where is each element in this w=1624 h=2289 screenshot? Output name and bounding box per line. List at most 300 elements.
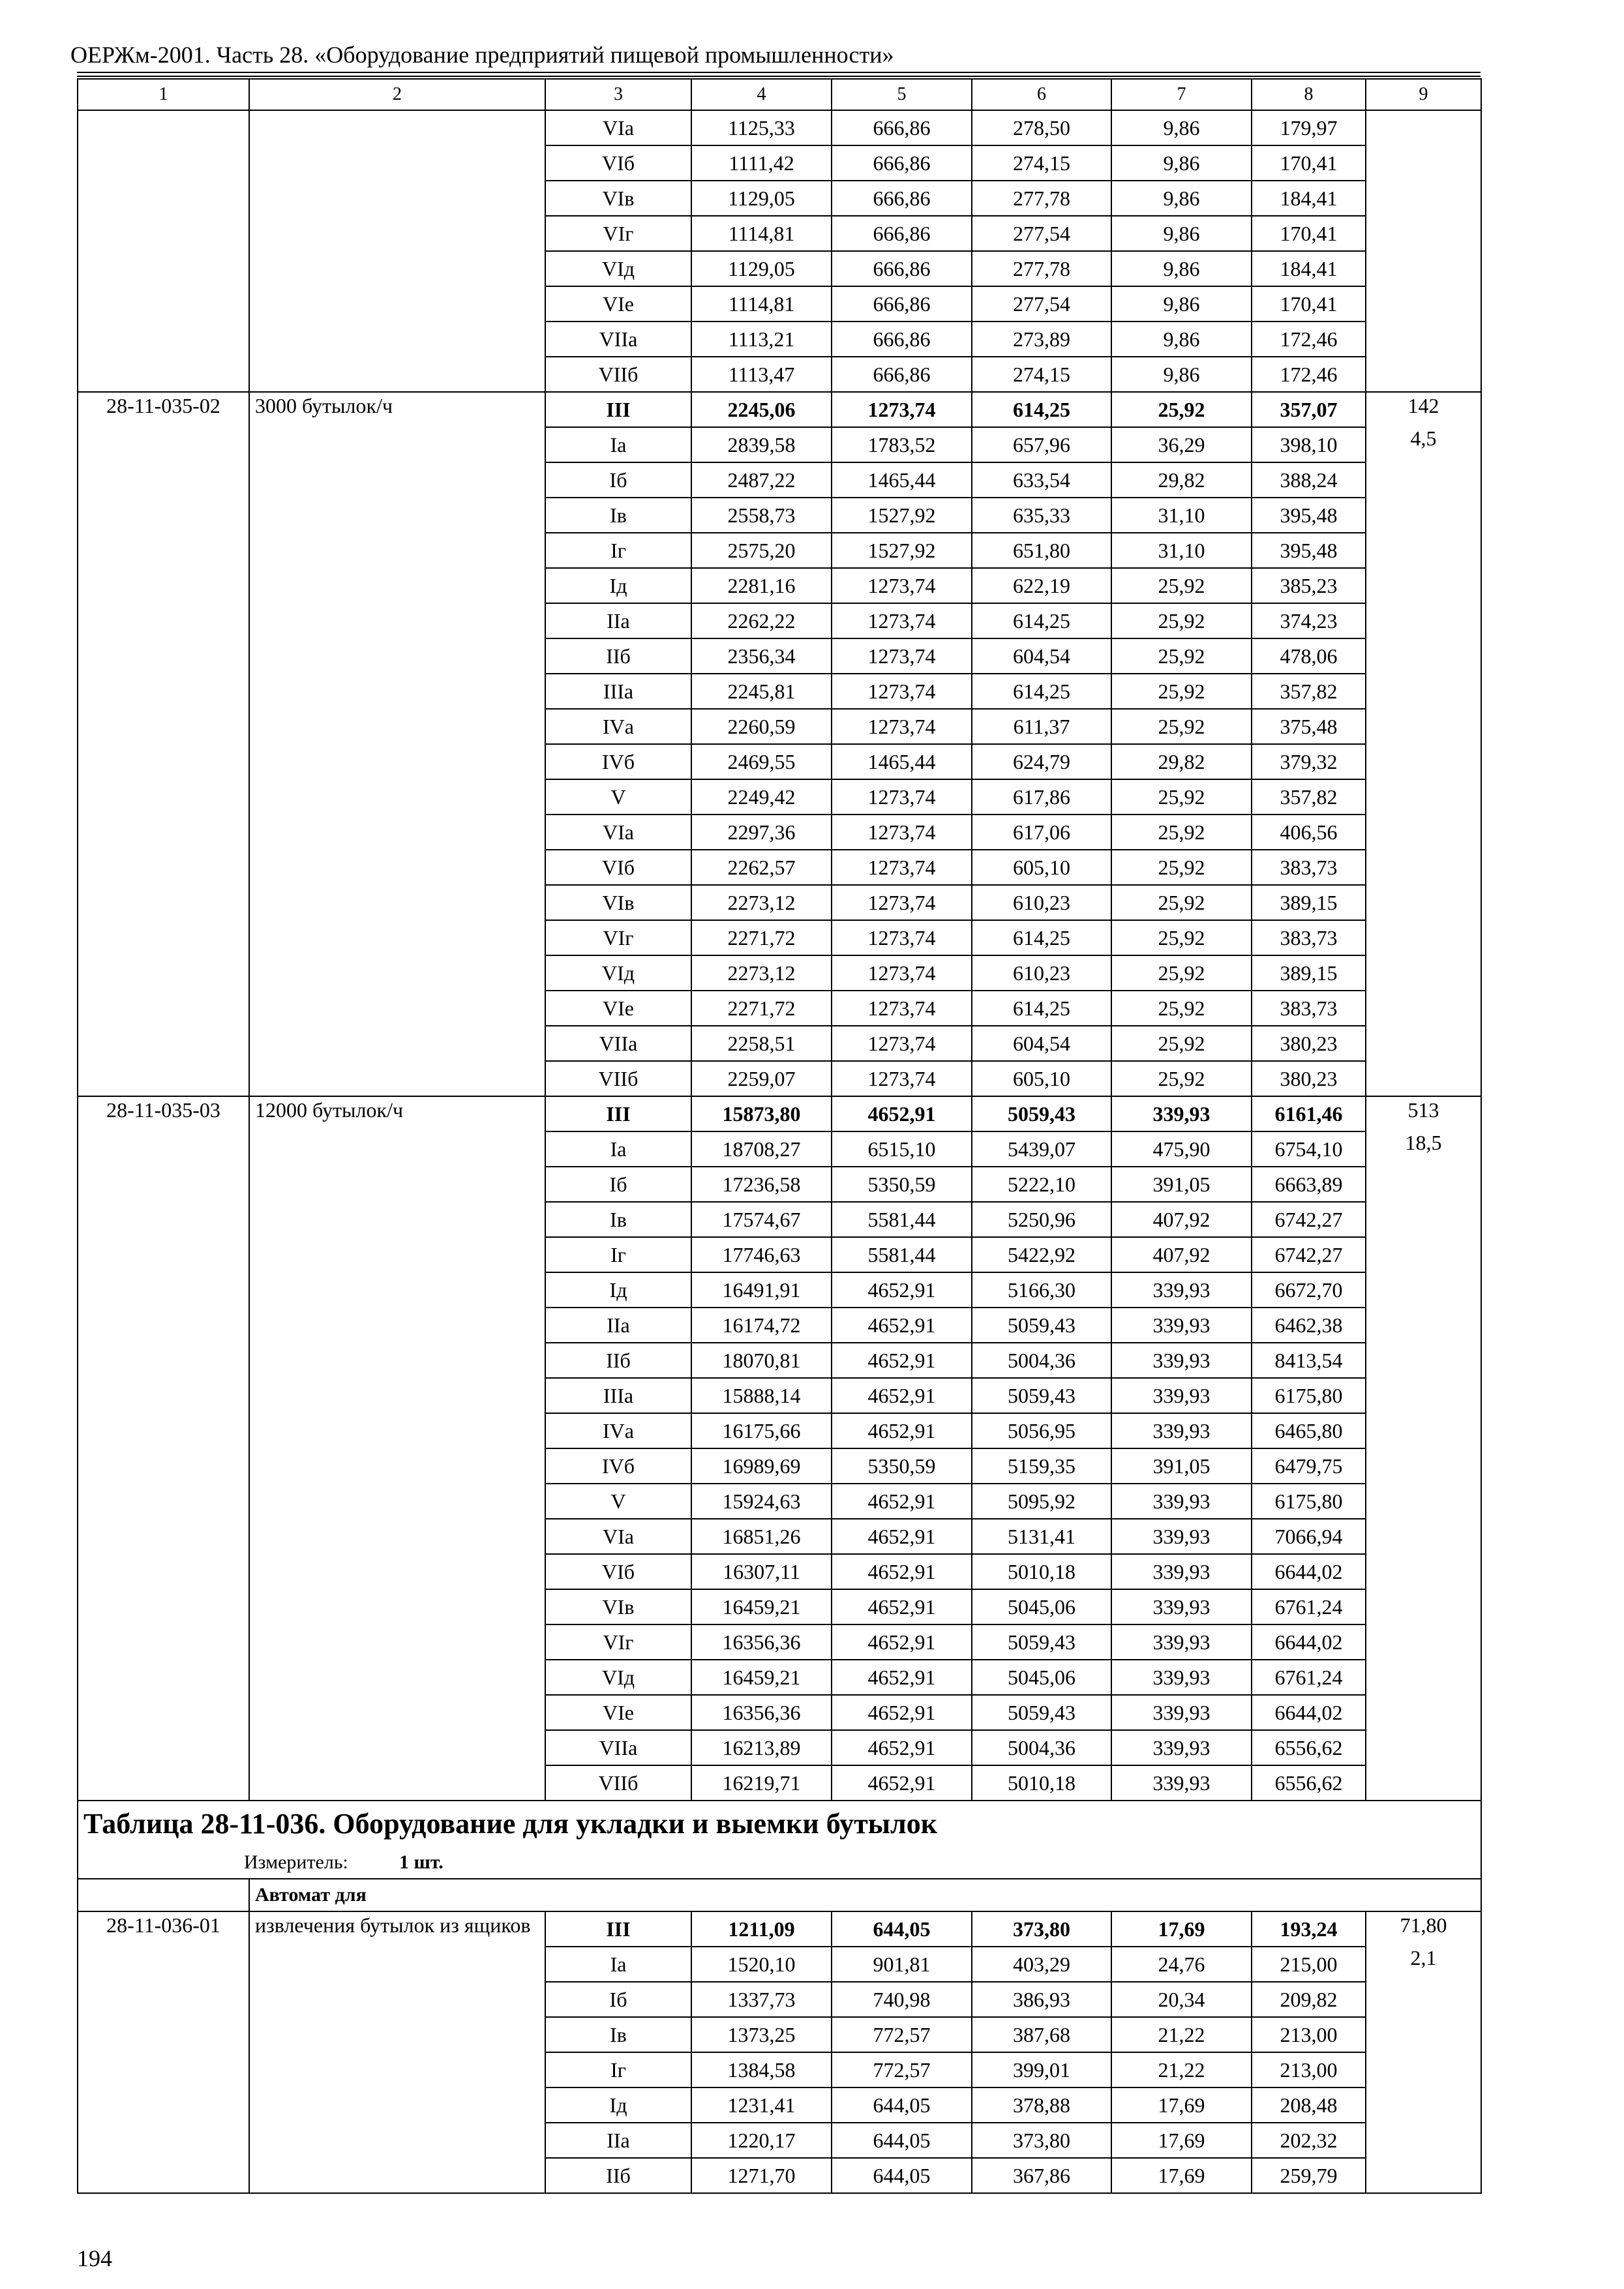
value-cell: 1273,74 xyxy=(832,815,972,850)
value-cell: 2262,57 xyxy=(691,850,832,885)
value-cell: 2297,36 xyxy=(691,815,832,850)
value-cell: 6465,80 xyxy=(1252,1413,1366,1448)
value-cell: 15924,63 xyxy=(691,1484,832,1519)
value-cell: 6515,10 xyxy=(832,1131,972,1167)
value-cell: 1273,74 xyxy=(832,638,972,674)
rates-table xyxy=(77,78,1482,2194)
value-cell: 2249,42 xyxy=(691,779,832,815)
column-number-cell: 8 xyxy=(1252,79,1366,110)
column-number-row xyxy=(78,79,1481,110)
page-header: ОЕРЖм-2001. Часть 28. «Оборудование предприятий пищевой промышленности» xyxy=(70,42,894,68)
value-cell: 172,46 xyxy=(1252,357,1366,392)
value-cell: 277,54 xyxy=(972,216,1111,251)
value-cell: 6754,10 xyxy=(1252,1131,1366,1167)
col9-subvalue: 2,1 xyxy=(1410,1946,1437,1969)
value-cell: 617,06 xyxy=(972,815,1111,850)
page-number: 194 xyxy=(77,2245,112,2271)
zone-class-cell: VIб xyxy=(545,145,691,181)
value-cell: 15888,14 xyxy=(691,1378,832,1413)
value-cell: 21,22 xyxy=(1111,2017,1252,2052)
value-cell: 635,33 xyxy=(972,498,1111,533)
value-cell: 380,23 xyxy=(1252,1061,1366,1096)
zone-class-cell: VIд xyxy=(545,251,691,286)
value-cell: 16175,66 xyxy=(691,1413,832,1448)
value-cell: 278,50 xyxy=(972,110,1111,145)
value-cell: 4652,91 xyxy=(832,1308,972,1343)
zone-class-cell: Iв xyxy=(545,2017,691,2052)
zone-class-cell: IIа xyxy=(545,603,691,638)
value-cell: 1273,74 xyxy=(832,920,972,955)
value-cell: 25,92 xyxy=(1111,779,1252,815)
value-cell: 614,25 xyxy=(972,674,1111,709)
value-cell: 25,92 xyxy=(1111,920,1252,955)
value-cell: 383,73 xyxy=(1252,991,1366,1026)
value-cell: 740,98 xyxy=(832,1982,972,2017)
value-cell: 31,10 xyxy=(1111,533,1252,568)
name-cell xyxy=(249,110,545,392)
value-cell: 4652,91 xyxy=(832,1660,972,1695)
code-cell xyxy=(78,110,249,392)
value-cell: 339,93 xyxy=(1111,1343,1252,1378)
zone-class-cell: VIIб xyxy=(545,1061,691,1096)
value-cell: 1273,74 xyxy=(832,850,972,885)
value-cell: 644,05 xyxy=(832,2158,972,2193)
value-cell: 339,93 xyxy=(1111,1765,1252,1801)
value-cell: 357,07 xyxy=(1252,392,1366,427)
zone-class-cell: VIб xyxy=(545,850,691,885)
value-cell: 5010,18 xyxy=(972,1554,1111,1589)
value-cell: 1273,74 xyxy=(832,603,972,638)
value-cell: 651,80 xyxy=(972,533,1111,568)
zone-class-cell: VIе xyxy=(545,991,691,1026)
value-cell: 202,32 xyxy=(1252,2123,1366,2158)
value-cell: 379,32 xyxy=(1252,744,1366,779)
value-cell: 5004,36 xyxy=(972,1730,1111,1765)
value-cell: 1465,44 xyxy=(832,744,972,779)
value-cell: 1273,74 xyxy=(832,674,972,709)
value-cell: 6175,80 xyxy=(1252,1378,1366,1413)
value-cell: 666,86 xyxy=(832,357,972,392)
value-cell: 389,15 xyxy=(1252,955,1366,991)
value-cell: 17574,67 xyxy=(691,1202,832,1237)
zone-class-cell: Iа xyxy=(545,1131,691,1167)
value-cell: 5059,43 xyxy=(972,1308,1111,1343)
value-cell: 339,93 xyxy=(1111,1624,1252,1660)
value-cell: 16459,21 xyxy=(691,1589,832,1624)
value-cell: 2262,22 xyxy=(691,603,832,638)
value-cell: 17236,58 xyxy=(691,1167,832,1202)
zone-class-cell: VIв xyxy=(545,885,691,920)
value-cell: 215,00 xyxy=(1252,1947,1366,1982)
value-cell: 273,89 xyxy=(972,322,1111,357)
value-cell: 395,48 xyxy=(1252,533,1366,568)
value-cell: 16491,91 xyxy=(691,1272,832,1308)
value-cell: 339,93 xyxy=(1111,1413,1252,1448)
value-cell: 25,92 xyxy=(1111,603,1252,638)
value-cell: 25,92 xyxy=(1111,709,1252,744)
value-cell: 6644,02 xyxy=(1252,1554,1366,1589)
value-cell: 5581,44 xyxy=(832,1237,972,1272)
value-cell: 385,23 xyxy=(1252,568,1366,603)
zone-class-cell: Iг xyxy=(545,1237,691,1272)
value-cell: 4652,91 xyxy=(832,1096,972,1131)
value-cell: 611,37 xyxy=(972,709,1111,744)
value-cell: 17,69 xyxy=(1111,2123,1252,2158)
value-cell: 25,92 xyxy=(1111,392,1252,427)
value-cell: 5422,92 xyxy=(972,1237,1111,1272)
value-cell: 17,69 xyxy=(1111,1911,1252,1947)
value-cell: 2260,59 xyxy=(691,709,832,744)
zone-class-cell: Iд xyxy=(545,2087,691,2123)
value-cell: 2258,51 xyxy=(691,1026,832,1061)
value-cell: 1273,74 xyxy=(832,1026,972,1061)
value-cell: 1273,74 xyxy=(832,392,972,427)
value-cell: 339,93 xyxy=(1111,1695,1252,1730)
value-cell: 5131,41 xyxy=(972,1519,1111,1554)
value-cell: 25,92 xyxy=(1111,638,1252,674)
value-cell: 614,25 xyxy=(972,603,1111,638)
value-cell: 1129,05 xyxy=(691,181,832,216)
value-cell: 8413,54 xyxy=(1252,1343,1366,1378)
zone-class-cell: Iд xyxy=(545,1272,691,1308)
value-cell: 16989,69 xyxy=(691,1448,832,1484)
col9-value: 513 xyxy=(1407,1098,1439,1122)
value-cell: 9,86 xyxy=(1111,357,1252,392)
value-cell: 2558,73 xyxy=(691,498,832,533)
value-cell: 1273,74 xyxy=(832,1061,972,1096)
zone-class-cell: IIб xyxy=(545,2158,691,2193)
code-cell: 28-11-035-03 xyxy=(78,1096,249,1801)
zone-class-cell: Iг xyxy=(545,533,691,568)
value-cell: 624,79 xyxy=(972,744,1111,779)
value-cell: 5222,10 xyxy=(972,1167,1111,1202)
zone-class-cell: IIб xyxy=(545,1343,691,1378)
value-cell: 5059,43 xyxy=(972,1695,1111,1730)
value-cell: 644,05 xyxy=(832,1911,972,1947)
value-cell: 6644,02 xyxy=(1252,1695,1366,1730)
zone-class-cell: IIа xyxy=(545,1308,691,1343)
zone-class-cell: VIв xyxy=(545,1589,691,1624)
value-cell: 5095,92 xyxy=(972,1484,1111,1519)
value-cell: 16356,36 xyxy=(691,1695,832,1730)
table-title-row xyxy=(78,1801,1481,1847)
value-cell: 6644,02 xyxy=(1252,1624,1366,1660)
column-number-cell: 3 xyxy=(545,79,691,110)
value-cell: 339,93 xyxy=(1111,1378,1252,1413)
value-cell: 403,29 xyxy=(972,1947,1111,1982)
value-cell: 213,00 xyxy=(1252,2052,1366,2087)
table-row xyxy=(78,392,1481,427)
zone-class-cell: VIв xyxy=(545,181,691,216)
value-cell: 1527,92 xyxy=(832,533,972,568)
table-title: Таблица 28-11-036. Оборудование для укладки и выемки бутылок xyxy=(78,1801,1481,1847)
zone-class-cell: VIе xyxy=(545,1695,691,1730)
value-cell: 339,93 xyxy=(1111,1272,1252,1308)
value-cell: 666,86 xyxy=(832,251,972,286)
value-cell: 610,23 xyxy=(972,955,1111,991)
value-cell: 357,82 xyxy=(1252,674,1366,709)
value-cell: 1273,74 xyxy=(832,991,972,1026)
value-cell: 610,23 xyxy=(972,885,1111,920)
value-cell: 15873,80 xyxy=(691,1096,832,1131)
value-cell: 4652,91 xyxy=(832,1765,972,1801)
value-cell: 17,69 xyxy=(1111,2158,1252,2193)
value-cell: 9,86 xyxy=(1111,145,1252,181)
value-cell: 6479,75 xyxy=(1252,1448,1366,1484)
value-cell: 5159,35 xyxy=(972,1448,1111,1484)
value-cell: 6742,27 xyxy=(1252,1202,1366,1237)
value-cell: 277,54 xyxy=(972,286,1111,322)
value-cell: 380,23 xyxy=(1252,1026,1366,1061)
value-cell: 6672,70 xyxy=(1252,1272,1366,1308)
col9-value: 142 xyxy=(1407,394,1439,417)
value-cell: 389,15 xyxy=(1252,885,1366,920)
zone-class-cell: VIIа xyxy=(545,1730,691,1765)
value-cell: 1114,81 xyxy=(691,216,832,251)
value-cell: 9,86 xyxy=(1111,181,1252,216)
zone-class-cell: Iб xyxy=(545,1167,691,1202)
value-cell: 5059,43 xyxy=(972,1096,1111,1131)
value-cell: 622,19 xyxy=(972,568,1111,603)
value-cell: 16213,89 xyxy=(691,1730,832,1765)
value-cell: 25,92 xyxy=(1111,1061,1252,1096)
zone-class-cell: VIд xyxy=(545,1660,691,1695)
zone-class-cell: VIг xyxy=(545,216,691,251)
value-cell: 1129,05 xyxy=(691,251,832,286)
value-cell: 29,82 xyxy=(1111,744,1252,779)
zone-class-cell: VIа xyxy=(545,110,691,145)
value-cell: 17,69 xyxy=(1111,2087,1252,2123)
value-cell: 657,96 xyxy=(972,427,1111,462)
value-cell: 277,78 xyxy=(972,251,1111,286)
zone-class-cell: III xyxy=(545,1096,691,1131)
value-cell: 277,78 xyxy=(972,181,1111,216)
table-row xyxy=(78,110,1481,145)
value-cell: 383,73 xyxy=(1252,850,1366,885)
value-cell: 9,86 xyxy=(1111,322,1252,357)
value-cell: 5350,59 xyxy=(832,1448,972,1484)
value-cell: 259,79 xyxy=(1252,2158,1366,2193)
value-cell: 25,92 xyxy=(1111,815,1252,850)
value-cell: 2259,07 xyxy=(691,1061,832,1096)
zone-class-cell: Iв xyxy=(545,498,691,533)
zone-class-cell: IVб xyxy=(545,744,691,779)
col9-cell xyxy=(1366,392,1481,1096)
value-cell: 475,90 xyxy=(1111,1131,1252,1167)
zone-class-cell: Iв xyxy=(545,1202,691,1237)
value-cell: 399,01 xyxy=(972,2052,1111,2087)
value-cell: 1231,41 xyxy=(691,2087,832,2123)
value-cell: 208,48 xyxy=(1252,2087,1366,2123)
value-cell: 339,93 xyxy=(1111,1554,1252,1589)
value-cell: 18708,27 xyxy=(691,1131,832,1167)
value-cell: 7066,94 xyxy=(1252,1519,1366,1554)
value-cell: 1111,42 xyxy=(691,145,832,181)
value-cell: 5059,43 xyxy=(972,1624,1111,1660)
code-cell: 28-11-036-01 xyxy=(78,1911,249,2193)
value-cell: 1337,73 xyxy=(691,1982,832,2017)
value-cell: 193,24 xyxy=(1252,1911,1366,1947)
column-number-cell: 6 xyxy=(972,79,1111,110)
value-cell: 9,86 xyxy=(1111,251,1252,286)
zone-class-cell: VIIа xyxy=(545,1026,691,1061)
value-cell: 6175,80 xyxy=(1252,1484,1366,1519)
value-cell: 4652,91 xyxy=(832,1484,972,1519)
value-cell: 25,92 xyxy=(1111,885,1252,920)
value-cell: 4652,91 xyxy=(832,1695,972,1730)
value-cell: 5439,07 xyxy=(972,1131,1111,1167)
group-spacer xyxy=(78,1879,249,1911)
value-cell: 2356,34 xyxy=(691,638,832,674)
value-cell: 4652,91 xyxy=(832,1730,972,1765)
value-cell: 357,82 xyxy=(1252,779,1366,815)
value-cell: 2487,22 xyxy=(691,462,832,498)
zone-class-cell: III xyxy=(545,392,691,427)
value-cell: 4652,91 xyxy=(832,1378,972,1413)
value-cell: 666,86 xyxy=(832,110,972,145)
zone-class-cell: IVа xyxy=(545,709,691,744)
zone-class-cell: VIIа xyxy=(545,322,691,357)
value-cell: 666,86 xyxy=(832,322,972,357)
value-cell: 614,25 xyxy=(972,991,1111,1026)
value-cell: 4652,91 xyxy=(832,1624,972,1660)
name-cell: 3000 бутылок/ч xyxy=(249,392,545,1096)
zone-class-cell: Iд xyxy=(545,568,691,603)
value-cell: 373,80 xyxy=(972,1911,1111,1947)
value-cell: 1273,74 xyxy=(832,779,972,815)
value-cell: 209,82 xyxy=(1252,1982,1366,2017)
value-cell: 407,92 xyxy=(1111,1202,1252,1237)
value-cell: 387,68 xyxy=(972,2017,1111,2052)
value-cell: 339,93 xyxy=(1111,1308,1252,1343)
measure-cell xyxy=(78,1847,1481,1879)
value-cell: 2245,06 xyxy=(691,392,832,427)
value-cell: 1273,74 xyxy=(832,568,972,603)
value-cell: 605,10 xyxy=(972,850,1111,885)
value-cell: 9,86 xyxy=(1111,110,1252,145)
value-cell: 1384,58 xyxy=(691,2052,832,2087)
column-number-cell: 5 xyxy=(832,79,972,110)
value-cell: 1211,09 xyxy=(691,1911,832,1947)
value-cell: 633,54 xyxy=(972,462,1111,498)
value-cell: 5581,44 xyxy=(832,1202,972,1237)
value-cell: 1273,74 xyxy=(832,885,972,920)
value-cell: 21,22 xyxy=(1111,2052,1252,2087)
value-cell: 16219,71 xyxy=(691,1765,832,1801)
value-cell: 5056,95 xyxy=(972,1413,1111,1448)
value-cell: 2575,20 xyxy=(691,533,832,568)
value-cell: 5010,18 xyxy=(972,1765,1111,1801)
value-cell: 36,29 xyxy=(1111,427,1252,462)
value-cell: 5250,96 xyxy=(972,1202,1111,1237)
value-cell: 614,25 xyxy=(972,392,1111,427)
zone-class-cell: Iа xyxy=(545,1947,691,1982)
column-number-cell: 1 xyxy=(78,79,249,110)
value-cell: 2271,72 xyxy=(691,920,832,955)
value-cell: 4652,91 xyxy=(832,1589,972,1624)
value-cell: 25,92 xyxy=(1111,568,1252,603)
value-cell: 374,23 xyxy=(1252,603,1366,638)
value-cell: 772,57 xyxy=(832,2052,972,2087)
col9-cell xyxy=(1366,110,1481,392)
value-cell: 644,05 xyxy=(832,2087,972,2123)
value-cell: 25,92 xyxy=(1111,991,1252,1026)
name-cell: извлечения бутылок из ящиков xyxy=(249,1911,545,2193)
value-cell: 6556,62 xyxy=(1252,1730,1366,1765)
zone-class-cell: VIа xyxy=(545,815,691,850)
value-cell: 604,54 xyxy=(972,638,1111,674)
value-cell: 666,86 xyxy=(832,286,972,322)
zone-class-cell: Iб xyxy=(545,1982,691,2017)
table-row xyxy=(78,1096,1481,1131)
value-cell: 406,56 xyxy=(1252,815,1366,850)
zone-class-cell: IIIа xyxy=(545,1378,691,1413)
value-cell: 9,86 xyxy=(1111,216,1252,251)
zone-class-cell: VIе xyxy=(545,286,691,322)
value-cell: 2839,58 xyxy=(691,427,832,462)
zone-class-cell: VIIб xyxy=(545,1765,691,1801)
value-cell: 666,86 xyxy=(832,181,972,216)
zone-class-cell: Iг xyxy=(545,2052,691,2087)
value-cell: 16851,26 xyxy=(691,1519,832,1554)
value-cell: 4652,91 xyxy=(832,1519,972,1554)
value-cell: 386,93 xyxy=(972,1982,1111,2017)
value-cell: 4652,91 xyxy=(832,1343,972,1378)
value-cell: 1220,17 xyxy=(691,2123,832,2158)
value-cell: 339,93 xyxy=(1111,1096,1252,1131)
col9-subvalue: 18,5 xyxy=(1405,1131,1442,1154)
zone-class-cell: V xyxy=(545,779,691,815)
value-cell: 605,10 xyxy=(972,1061,1111,1096)
value-cell: 18070,81 xyxy=(691,1343,832,1378)
value-cell: 25,92 xyxy=(1111,955,1252,991)
zone-class-cell: Iа xyxy=(545,427,691,462)
value-cell: 666,86 xyxy=(832,145,972,181)
value-cell: 901,81 xyxy=(832,1947,972,1982)
value-cell: 6161,46 xyxy=(1252,1096,1366,1131)
group-row xyxy=(78,1879,1481,1911)
col9-cell xyxy=(1366,1911,1481,2193)
value-cell: 339,93 xyxy=(1111,1589,1252,1624)
value-cell: 375,48 xyxy=(1252,709,1366,744)
value-cell: 274,15 xyxy=(972,357,1111,392)
value-cell: 4652,91 xyxy=(832,1413,972,1448)
value-cell: 1273,74 xyxy=(832,955,972,991)
measure-label: Измеритель: xyxy=(244,1851,348,1873)
value-cell: 274,15 xyxy=(972,145,1111,181)
zone-class-cell: IIIа xyxy=(545,674,691,709)
group-label: Автомат для xyxy=(249,1879,1481,1911)
value-cell: 383,73 xyxy=(1252,920,1366,955)
value-cell: 378,88 xyxy=(972,2087,1111,2123)
value-cell: 1783,52 xyxy=(832,427,972,462)
zone-class-cell: IVа xyxy=(545,1413,691,1448)
header-rule-double xyxy=(77,76,1481,77)
column-number-cell: 7 xyxy=(1111,79,1252,110)
zone-class-cell: VIIб xyxy=(545,357,691,392)
value-cell: 1465,44 xyxy=(832,462,972,498)
zone-class-cell: VIа xyxy=(545,1519,691,1554)
value-cell: 478,06 xyxy=(1252,638,1366,674)
value-cell: 2281,16 xyxy=(691,568,832,603)
zone-class-cell: VIг xyxy=(545,1624,691,1660)
value-cell: 1125,33 xyxy=(691,110,832,145)
value-cell: 5166,30 xyxy=(972,1272,1111,1308)
value-cell: 373,80 xyxy=(972,2123,1111,2158)
header-rule xyxy=(77,72,1481,73)
zone-class-cell: IIб xyxy=(545,638,691,674)
value-cell: 644,05 xyxy=(832,2123,972,2158)
